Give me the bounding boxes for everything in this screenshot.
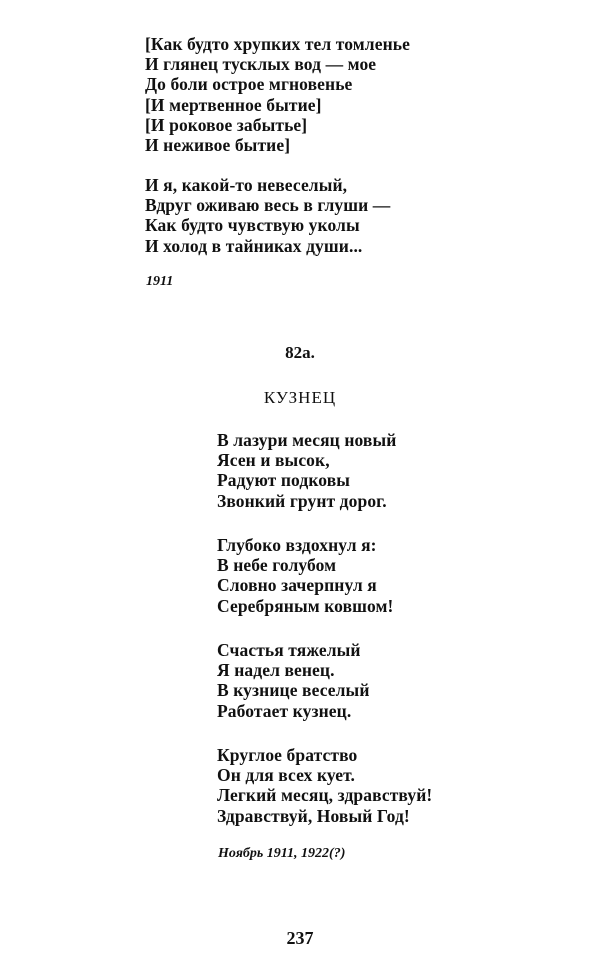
verse-line: И я, какой-то невеселый, xyxy=(145,175,348,195)
verse-line: [И роковое забытье] xyxy=(145,114,308,135)
stanza xyxy=(145,34,410,155)
verse-line: Вдруг оживаю весь в глуши — xyxy=(145,195,391,216)
verse-line: [И мертвенное бытие] xyxy=(145,94,322,115)
poem-date: Ноябрь 1911, 1922(?) xyxy=(218,846,346,861)
verse-line: Здравствуй, Новый Год! xyxy=(217,805,410,826)
stanza xyxy=(217,745,432,826)
verse-line: Ясен и высок, xyxy=(217,450,330,471)
verse-line: И глянец тусклых вод — мое xyxy=(145,54,377,75)
verse-line: В небе голубом xyxy=(217,555,337,576)
verse-line: Легкий месяц, здравствуй! xyxy=(217,785,433,806)
stanza xyxy=(217,640,370,721)
verse-line: Он для всех кует. xyxy=(217,765,355,786)
poem-title: КУЗНЕЦ xyxy=(263,388,337,407)
verse-line: Счастья тяжелый xyxy=(217,640,361,660)
poem-date: 1911 xyxy=(146,274,174,289)
stanza xyxy=(145,175,390,256)
verse-line: Круглое братство xyxy=(217,745,358,765)
verse-line: [Как будто хрупких тел томленье xyxy=(145,34,410,54)
verse-line: Как будто чувствую уколы xyxy=(145,215,360,236)
verse-line: В кузнице веселый xyxy=(217,680,370,701)
stanza xyxy=(217,535,393,616)
verse-line: Словно зачерпнул я xyxy=(217,575,377,596)
verse-line: Радуют подковы xyxy=(217,470,351,491)
verse-line: В лазури месяц новый xyxy=(217,430,397,450)
verse-line: Серебряным ковшом! xyxy=(217,595,394,616)
verse-line: И неживое бытие] xyxy=(145,135,291,156)
stanza xyxy=(217,430,396,511)
verse-line: Глубоко вздохнул я: xyxy=(217,535,377,555)
verse-line: И холод в тайниках души... xyxy=(145,235,363,256)
verse-line: Работает кузнец. xyxy=(217,700,352,721)
verse-line: Я надел венец. xyxy=(217,660,335,681)
poem-number: 82a. xyxy=(285,343,315,362)
page-number: 237 xyxy=(286,928,314,948)
verse-line: До боли острое мгновенье xyxy=(145,74,353,95)
verse-line: Звонкий грунт дорог. xyxy=(217,490,387,511)
